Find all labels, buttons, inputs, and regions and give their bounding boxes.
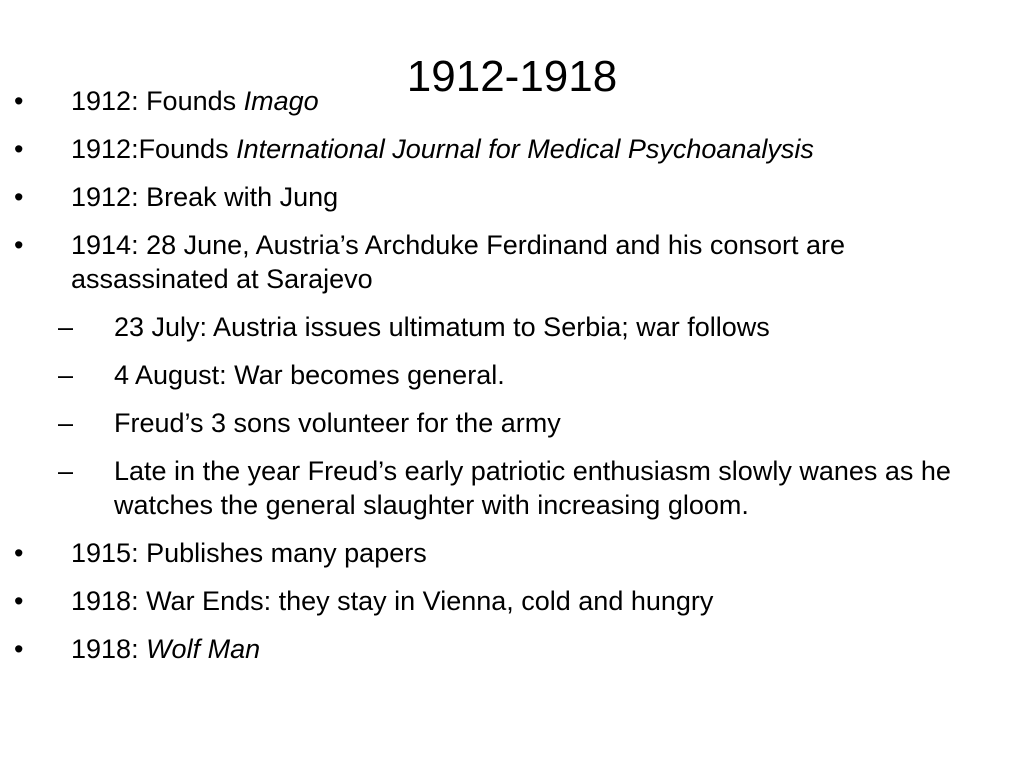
bullet-item-wolf-man <box>0 632 1024 666</box>
sub-item-enthusiasm <box>0 454 1024 522</box>
slide-title: 1912-1918 <box>406 52 618 102</box>
bullet-item-war-ends <box>0 584 1024 618</box>
bullet-text-italic: Imago <box>243 86 319 116</box>
bullet-marker-icon: • <box>14 634 24 664</box>
sub-item-ultimatum <box>0 310 1024 344</box>
bullet-item-journal <box>0 132 1024 166</box>
bullet-text: 1912: Break with Jung <box>71 182 339 212</box>
sub-item-text: Late in the year Freud’s early patriotic enthusiasm slowly wanes as he watches the general slaughter with increasing gloom. <box>114 456 951 520</box>
dash-marker-icon: – <box>58 360 74 390</box>
dash-marker-icon: – <box>58 456 74 486</box>
bullet-marker-icon: • <box>14 230 24 260</box>
sub-item-text: 4 August: War becomes general. <box>114 360 505 390</box>
bullet-text: 1914: 28 June, Austria’s Archduke Ferdinand and his consort are assassinated at Sarajevo <box>71 230 845 294</box>
bullet-marker-icon: • <box>14 538 24 568</box>
sub-item-text: 23 July: Austria issues ultimatum to Serbia; war follows <box>114 312 770 342</box>
bullet-item-sarajevo <box>0 228 1024 296</box>
bullet-text: 1915: Publishes many papers <box>71 538 427 568</box>
bullet-list <box>0 84 1024 680</box>
bullet-text: 1912: Founds <box>71 86 244 116</box>
sub-item-text: Freud’s 3 sons volunteer for the army <box>114 408 561 438</box>
dash-marker-icon: – <box>58 408 74 438</box>
bullet-marker-icon: • <box>14 182 24 212</box>
bullet-item-papers <box>0 536 1024 570</box>
bullet-text: 1918: War Ends: they stay in Vienna, cold and hungry <box>71 586 714 616</box>
sub-item-war-general <box>0 358 1024 392</box>
bullet-item-imago <box>0 84 1024 118</box>
sub-item-sons <box>0 406 1024 440</box>
bullet-text: 1912:Founds <box>71 134 237 164</box>
dash-marker-icon: – <box>58 312 74 342</box>
bullet-marker-icon: • <box>14 86 24 116</box>
bullet-item-jung <box>0 180 1024 214</box>
bullet-marker-icon: • <box>14 134 24 164</box>
bullet-marker-icon: • <box>14 586 24 616</box>
bullet-text: 1918: <box>71 634 147 664</box>
bullet-text-italic: Wolf Man <box>146 634 261 664</box>
bullet-text-italic: International Journal for Medical Psychoanalysis <box>236 134 814 164</box>
